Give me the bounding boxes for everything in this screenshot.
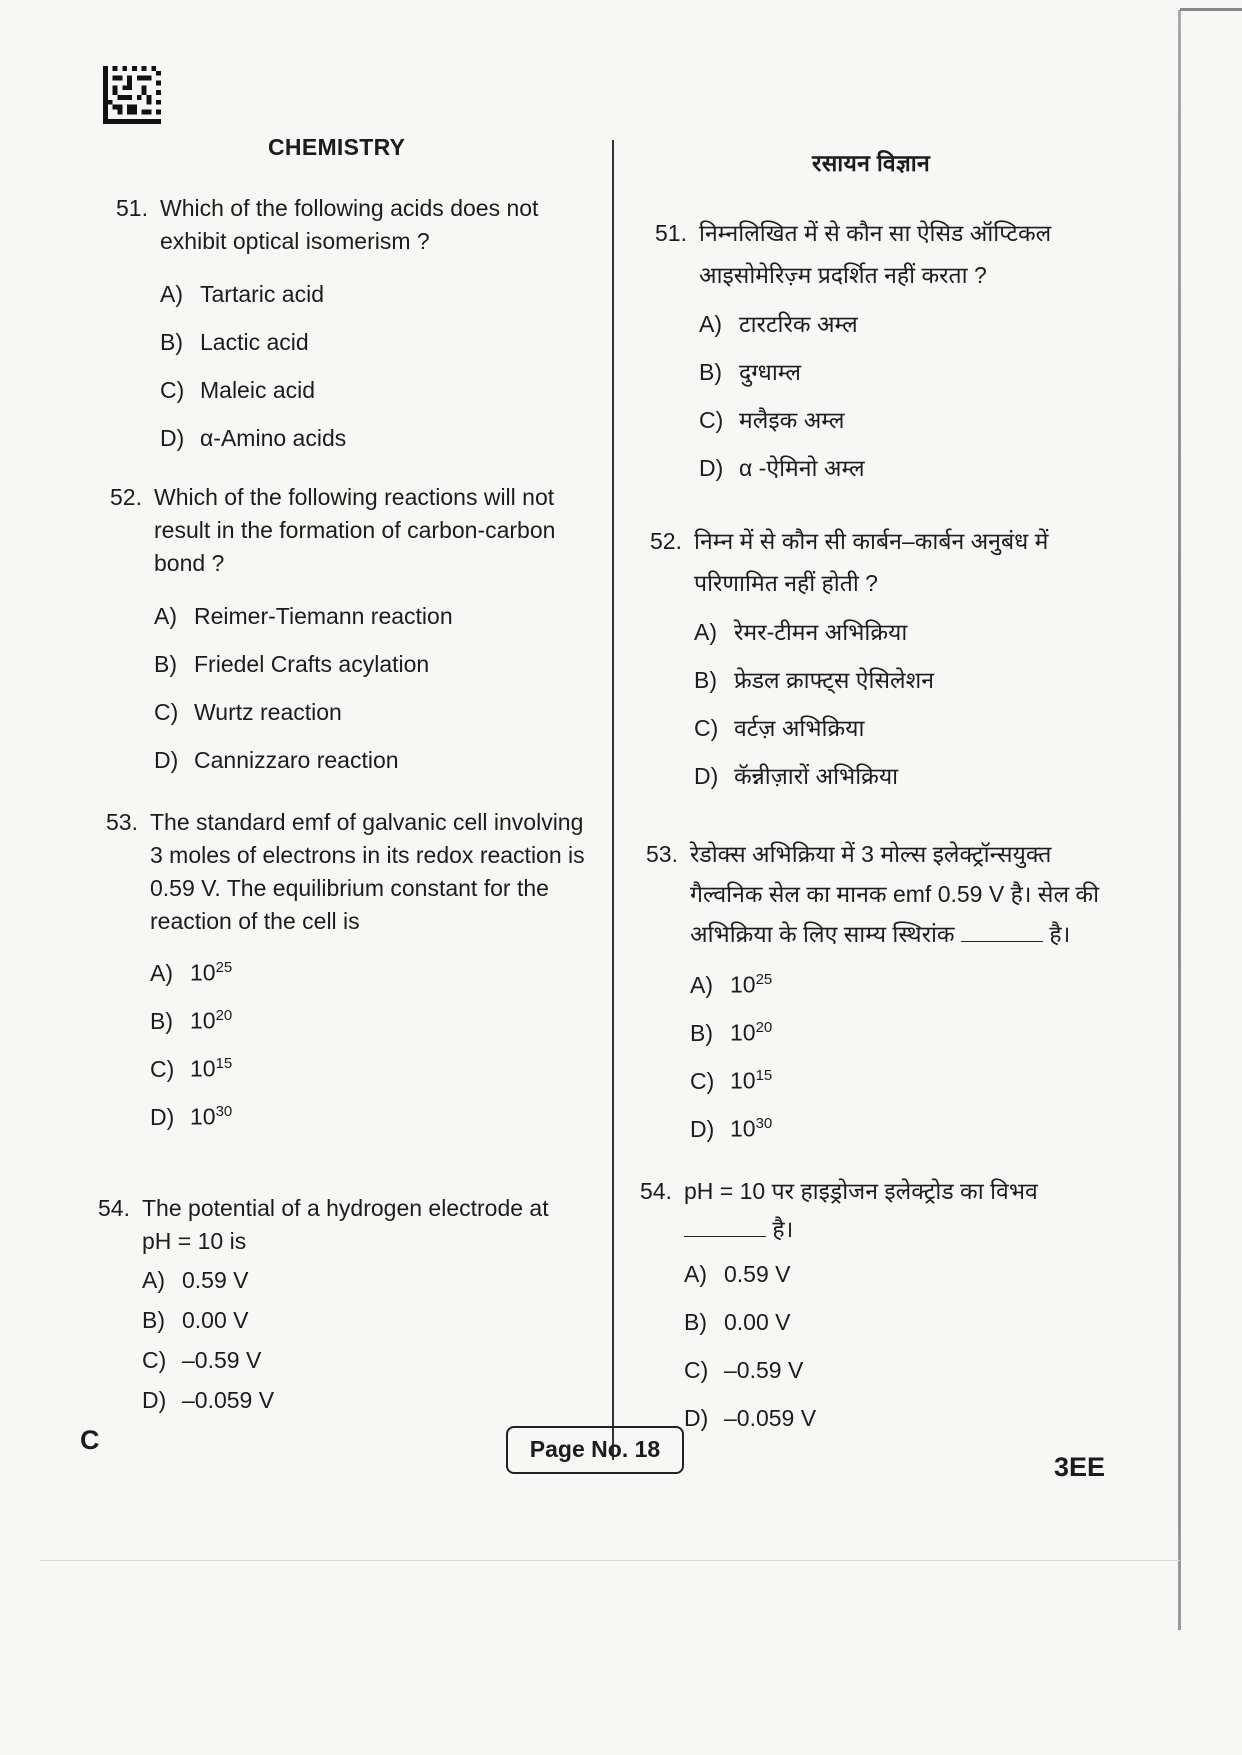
question-number: 54. [98, 1195, 130, 1221]
option-a: A) रेमर-टीमन अभिक्रिया [694, 619, 908, 645]
option-d: D) Cannizzaro reaction [154, 747, 399, 773]
question-text: pH = 10 पर हाइड्रोजन इलेक्ट्रोड का विभव है। [684, 1178, 1038, 1242]
option-c: C) –0.59 V [684, 1357, 804, 1383]
option-c: C) $10^{15}$ [690, 1067, 773, 1094]
question-block-51-en [116, 192, 586, 462]
series-code: C [80, 1425, 100, 1455]
option-d: D) $10^{30}$ [690, 1115, 773, 1142]
question-text: निम्नलिखित में से कौन सा ऐसिड ऑप्टिकल आइसोमेरिज़्म प्रदर्शित नहीं करता ? [699, 220, 1052, 288]
option-b: B) Lactic acid [160, 329, 309, 355]
option-c: C) $10^{15}$ [150, 1055, 233, 1082]
scan-edge-top [1180, 8, 1242, 11]
option-d: D) α -ऐमिनो अम्ल [699, 455, 865, 481]
question-block-52-en [110, 481, 590, 784]
question-block-51-hi [655, 212, 1095, 492]
option-a: A) Tartaric acid [160, 281, 324, 307]
question-block-52-hi [650, 520, 1100, 800]
option-d: D) कॅन्नीज़ारों अभिक्रिया [694, 763, 899, 789]
question-number: 52. [650, 528, 682, 554]
option-d: D) –0.059 V [142, 1387, 275, 1413]
answer-blank [961, 923, 1043, 942]
option-a: A) Reimer-Tiemann reaction [154, 603, 453, 629]
question-block-54-hi [640, 1172, 1100, 1442]
question-number: 54. [640, 1178, 672, 1204]
question-number: 51. [116, 195, 148, 221]
question-text: Which of the following reactions will not result in the formation of carbon-carbon bond ? [154, 484, 556, 576]
question-number: 51. [655, 220, 687, 246]
option-a: A) टारटरिक अम्ल [699, 311, 858, 337]
option-a: A) 0.59 V [684, 1261, 791, 1287]
scan-artifact-line [40, 1560, 1180, 1561]
option-c: C) Wurtz reaction [154, 699, 342, 725]
option-b: B) दुग्धाम्ल [699, 359, 801, 385]
question-text: निम्न में से कौन सी कार्बन–कार्बन अनुबंध में परिणामित नहीं होती ? [694, 528, 1049, 596]
option-a: A) $10^{25}$ [150, 959, 233, 986]
question-number: 52. [110, 484, 142, 510]
booklet-code: 3EE [1054, 1452, 1106, 1482]
scan-edge [1178, 10, 1181, 1630]
qr-code-icon [103, 65, 161, 125]
question-block-54-en [98, 1192, 578, 1420]
option-c: C) Maleic acid [160, 377, 316, 403]
section-title-hindi: रसायन विज्ञान [812, 150, 931, 176]
column-divider [612, 140, 614, 1460]
option-d: D) $10^{30}$ [150, 1103, 233, 1130]
option-c: C) वर्टज़ अभिक्रिया [694, 715, 865, 741]
question-text: The standard emf of galvanic cell involving 3 moles of electrons in its redox reaction is 0.59 V. The equilibrium constant for the reaction of the cell is [150, 809, 585, 934]
section-title-english: CHEMISTRY [268, 134, 406, 160]
question-number: 53. [106, 809, 138, 835]
option-d: D) –0.059 V [684, 1405, 817, 1431]
question-block-53-en [106, 806, 586, 1136]
option-c: C) मलैइक अम्ल [699, 407, 845, 433]
option-d: D) α-Amino acids [160, 425, 347, 451]
page-number-box: Page No. 18 [506, 1426, 684, 1474]
option-b: B) फ्रेडल क्राफ्ट्स ऐसिलेशन [694, 667, 935, 693]
option-c: C) –0.59 V [142, 1347, 262, 1373]
question-text: Which of the following acids does not exhibit optical isomerism ? [160, 195, 539, 254]
option-a: A) $10^{25}$ [690, 971, 773, 998]
question-block-53-hi [646, 834, 1116, 1148]
question-number: 53. [646, 841, 678, 867]
option-b: B) $10^{20}$ [150, 1007, 233, 1034]
option-b: B) 0.00 V [142, 1307, 249, 1333]
option-b: B) $10^{20}$ [690, 1019, 773, 1046]
question-text: The potential of a hydrogen electrode at pH = 10 is [142, 1195, 549, 1254]
answer-blank [684, 1218, 766, 1237]
option-b: B) Friedel Crafts acylation [154, 651, 430, 677]
option-b: B) 0.00 V [684, 1309, 791, 1335]
option-a: A) 0.59 V [142, 1267, 249, 1293]
question-text: रेडोक्स अभिक्रिया में 3 मोल्स इलेक्ट्रॉन्सयुक्त गैल्वनिक सेल का मानक emf 0.59 V है। सेल की अभिक्रिया के लिए साम्य स्थिरांक है। [690, 841, 1100, 947]
